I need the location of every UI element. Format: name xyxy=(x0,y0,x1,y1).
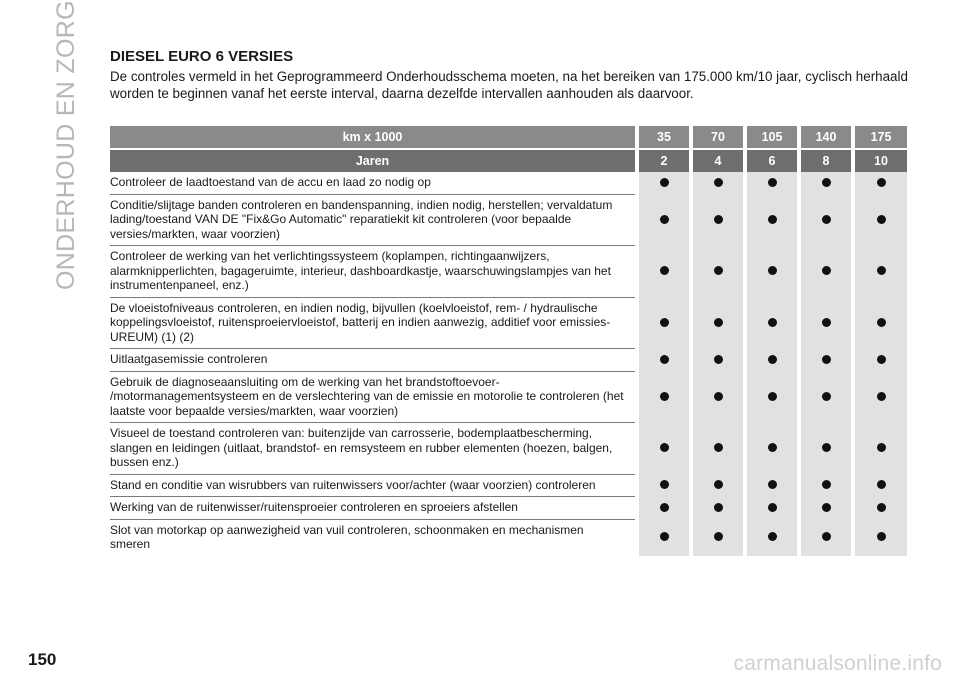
check-bullet-icon xyxy=(714,178,723,187)
check-bullet-icon xyxy=(877,355,886,364)
interval-cell xyxy=(853,497,907,520)
check-bullet-icon xyxy=(714,355,723,364)
check-bullet-icon xyxy=(877,215,886,224)
check-bullet-icon xyxy=(660,178,669,187)
check-bullet-icon xyxy=(660,266,669,275)
check-bullet-icon xyxy=(877,503,886,512)
check-bullet-icon xyxy=(660,215,669,224)
interval-cell xyxy=(853,474,907,497)
section-side-title: ONDERHOUD EN ZORG xyxy=(52,0,80,290)
section-heading: DIESEL EURO 6 VERSIES xyxy=(110,48,294,65)
check-bullet-icon xyxy=(877,392,886,401)
watermark: carmanualsonline.info xyxy=(733,652,942,675)
check-description: De vloeistofniveaus controleren, en indien nodig, bijvullen (koelvloeistof, rem- / hydraulische koppelingsvloeistof, ruitensproeiervloeistof, batterij en indien aanwezig, additief voor emissies- UREUM) (1) (2) xyxy=(110,297,637,349)
check-bullet-icon xyxy=(714,215,723,224)
years-header-row xyxy=(110,149,907,172)
interval-cell xyxy=(799,497,853,520)
check-bullet-icon xyxy=(660,532,669,541)
interval-cell xyxy=(637,194,691,246)
check-bullet-icon xyxy=(714,532,723,541)
check-bullet-icon xyxy=(768,480,777,489)
interval-cell xyxy=(799,349,853,372)
interval-cell xyxy=(745,474,799,497)
interval-cell xyxy=(799,519,853,556)
check-bullet-icon xyxy=(822,318,831,327)
check-bullet-icon xyxy=(768,318,777,327)
check-description: Uitlaatgasemissie controleren xyxy=(110,349,637,372)
maintenance-schedule-table xyxy=(110,126,907,556)
check-bullet-icon xyxy=(714,443,723,452)
interval-cell xyxy=(637,519,691,556)
check-bullet-icon xyxy=(822,392,831,401)
interval-cell xyxy=(853,519,907,556)
table-row xyxy=(110,194,907,246)
check-bullet-icon xyxy=(877,480,886,489)
interval-cell xyxy=(745,371,799,423)
check-description: Visueel de toestand controleren van: buitenzijde van carrosserie, bodemplaatbescherming, slangen en leidingen (uitlaat, brandstof- en remsysteem en rubber elementen (hoezen, balgen, bussen enz.) xyxy=(110,423,637,475)
km-header-row xyxy=(110,126,907,149)
interval-cell xyxy=(745,172,799,194)
interval-cell xyxy=(799,194,853,246)
km-header-cell: 70 xyxy=(691,126,745,149)
table-row xyxy=(110,474,907,497)
km-header-cell: 105 xyxy=(745,126,799,149)
check-description: Conditie/slijtage banden controleren en bandenspanning, indien nodig, herstellen; vervaldatum lading/toestand VAN DE "Fix&Go Automatic" reparatiekit kit controleren (voor bepaalde versies/markten, waar voorzien) xyxy=(110,194,637,246)
interval-cell xyxy=(691,297,745,349)
check-bullet-icon xyxy=(714,266,723,275)
interval-cell xyxy=(691,474,745,497)
interval-cell xyxy=(745,297,799,349)
check-description: Slot van motorkap op aanwezigheid van vuil controleren, schoonmaken en mechanismen smeren xyxy=(110,519,637,556)
check-bullet-icon xyxy=(822,503,831,512)
table-row xyxy=(110,246,907,298)
check-description: Controleer de laadtoestand van de accu en laad zo nodig op xyxy=(110,172,637,194)
check-description: Controleer de werking van het verlichtingssysteem (koplampen, richtingaanwijzers, alarmknipperlichten, bagageruimte, interieur, dashboardkastje, waarschuwingslampjes van het instrumentenpaneel, enz.) xyxy=(110,246,637,298)
years-header-cell: 2 xyxy=(637,149,691,172)
check-bullet-icon xyxy=(660,392,669,401)
interval-cell xyxy=(853,194,907,246)
table-row xyxy=(110,423,907,475)
check-bullet-icon xyxy=(768,215,777,224)
interval-cell xyxy=(799,423,853,475)
interval-cell xyxy=(853,246,907,298)
years-header-cell: 4 xyxy=(691,149,745,172)
page-number: 150 xyxy=(28,650,57,669)
interval-cell xyxy=(637,172,691,194)
table-row xyxy=(110,497,907,520)
interval-cell xyxy=(637,349,691,372)
interval-cell xyxy=(799,474,853,497)
check-bullet-icon xyxy=(660,355,669,364)
interval-cell xyxy=(745,246,799,298)
interval-cell xyxy=(691,519,745,556)
check-description: Gebruik de diagnoseaansluiting om de werking van het brandstoftoevoer- /motormanagementsysteem en de verslechtering van de emissie en motorolie te controleren (het laatste voor bepaalde versies/markten, waar voorzien) xyxy=(110,371,637,423)
page-content xyxy=(110,48,910,102)
check-bullet-icon xyxy=(714,480,723,489)
check-bullet-icon xyxy=(877,443,886,452)
km-header-cell: 175 xyxy=(853,126,907,149)
check-bullet-icon xyxy=(768,443,777,452)
interval-cell xyxy=(691,371,745,423)
table-row xyxy=(110,371,907,423)
check-bullet-icon xyxy=(822,480,831,489)
interval-cell xyxy=(745,519,799,556)
interval-cell xyxy=(799,371,853,423)
check-bullet-icon xyxy=(768,355,777,364)
check-description: Werking van de ruitenwisser/ruitensproeier controleren en sproeiers afstellen xyxy=(110,497,637,520)
check-description: Stand en conditie van wisrubbers van ruitenwissers voor/achter (waar voorzien) controleren xyxy=(110,474,637,497)
years-header-label: Jaren xyxy=(110,149,637,172)
interval-cell xyxy=(853,172,907,194)
interval-cell xyxy=(691,497,745,520)
check-bullet-icon xyxy=(877,318,886,327)
interval-cell xyxy=(745,349,799,372)
check-bullet-icon xyxy=(768,266,777,275)
check-bullet-icon xyxy=(822,443,831,452)
check-bullet-icon xyxy=(660,480,669,489)
check-bullet-icon xyxy=(714,392,723,401)
check-bullet-icon xyxy=(768,392,777,401)
years-header-cell: 10 xyxy=(853,149,907,172)
years-header-cell: 8 xyxy=(799,149,853,172)
table-row xyxy=(110,172,907,194)
intro-paragraph: De controles vermeld in het Geprogrammeerd Onderhoudsschema moeten, na het bereiken van 175.000 km/10 jaar, cyclisch herhaald worden te beginnen vanaf het eerste interval, daarna dezelfde intervallen aanhouden als daarvoor. xyxy=(110,69,908,101)
interval-cell xyxy=(853,423,907,475)
interval-cell xyxy=(691,246,745,298)
interval-cell xyxy=(637,423,691,475)
check-bullet-icon xyxy=(822,532,831,541)
interval-cell xyxy=(853,371,907,423)
interval-cell xyxy=(637,297,691,349)
km-header-cell: 140 xyxy=(799,126,853,149)
check-bullet-icon xyxy=(768,178,777,187)
interval-cell xyxy=(691,194,745,246)
interval-cell xyxy=(691,349,745,372)
check-bullet-icon xyxy=(660,443,669,452)
interval-cell xyxy=(853,297,907,349)
interval-cell xyxy=(637,371,691,423)
interval-cell xyxy=(745,497,799,520)
interval-cell xyxy=(637,246,691,298)
check-bullet-icon xyxy=(714,503,723,512)
interval-cell xyxy=(637,497,691,520)
check-bullet-icon xyxy=(822,215,831,224)
check-bullet-icon xyxy=(660,503,669,512)
check-bullet-icon xyxy=(877,266,886,275)
table-row xyxy=(110,519,907,556)
km-header-label: km x 1000 xyxy=(110,126,637,149)
check-bullet-icon xyxy=(768,532,777,541)
interval-cell xyxy=(799,297,853,349)
interval-cell xyxy=(799,172,853,194)
check-bullet-icon xyxy=(877,178,886,187)
check-bullet-icon xyxy=(822,266,831,275)
years-header-cell: 6 xyxy=(745,149,799,172)
interval-cell xyxy=(853,349,907,372)
check-bullet-icon xyxy=(822,355,831,364)
table-row xyxy=(110,349,907,372)
check-bullet-icon xyxy=(768,503,777,512)
interval-cell xyxy=(745,423,799,475)
interval-cell xyxy=(637,474,691,497)
km-header-cell: 35 xyxy=(637,126,691,149)
check-bullet-icon xyxy=(714,318,723,327)
check-bullet-icon xyxy=(877,532,886,541)
interval-cell xyxy=(691,423,745,475)
interval-cell xyxy=(799,246,853,298)
interval-cell xyxy=(745,194,799,246)
table-row xyxy=(110,297,907,349)
check-bullet-icon xyxy=(822,178,831,187)
interval-cell xyxy=(691,172,745,194)
check-bullet-icon xyxy=(660,318,669,327)
